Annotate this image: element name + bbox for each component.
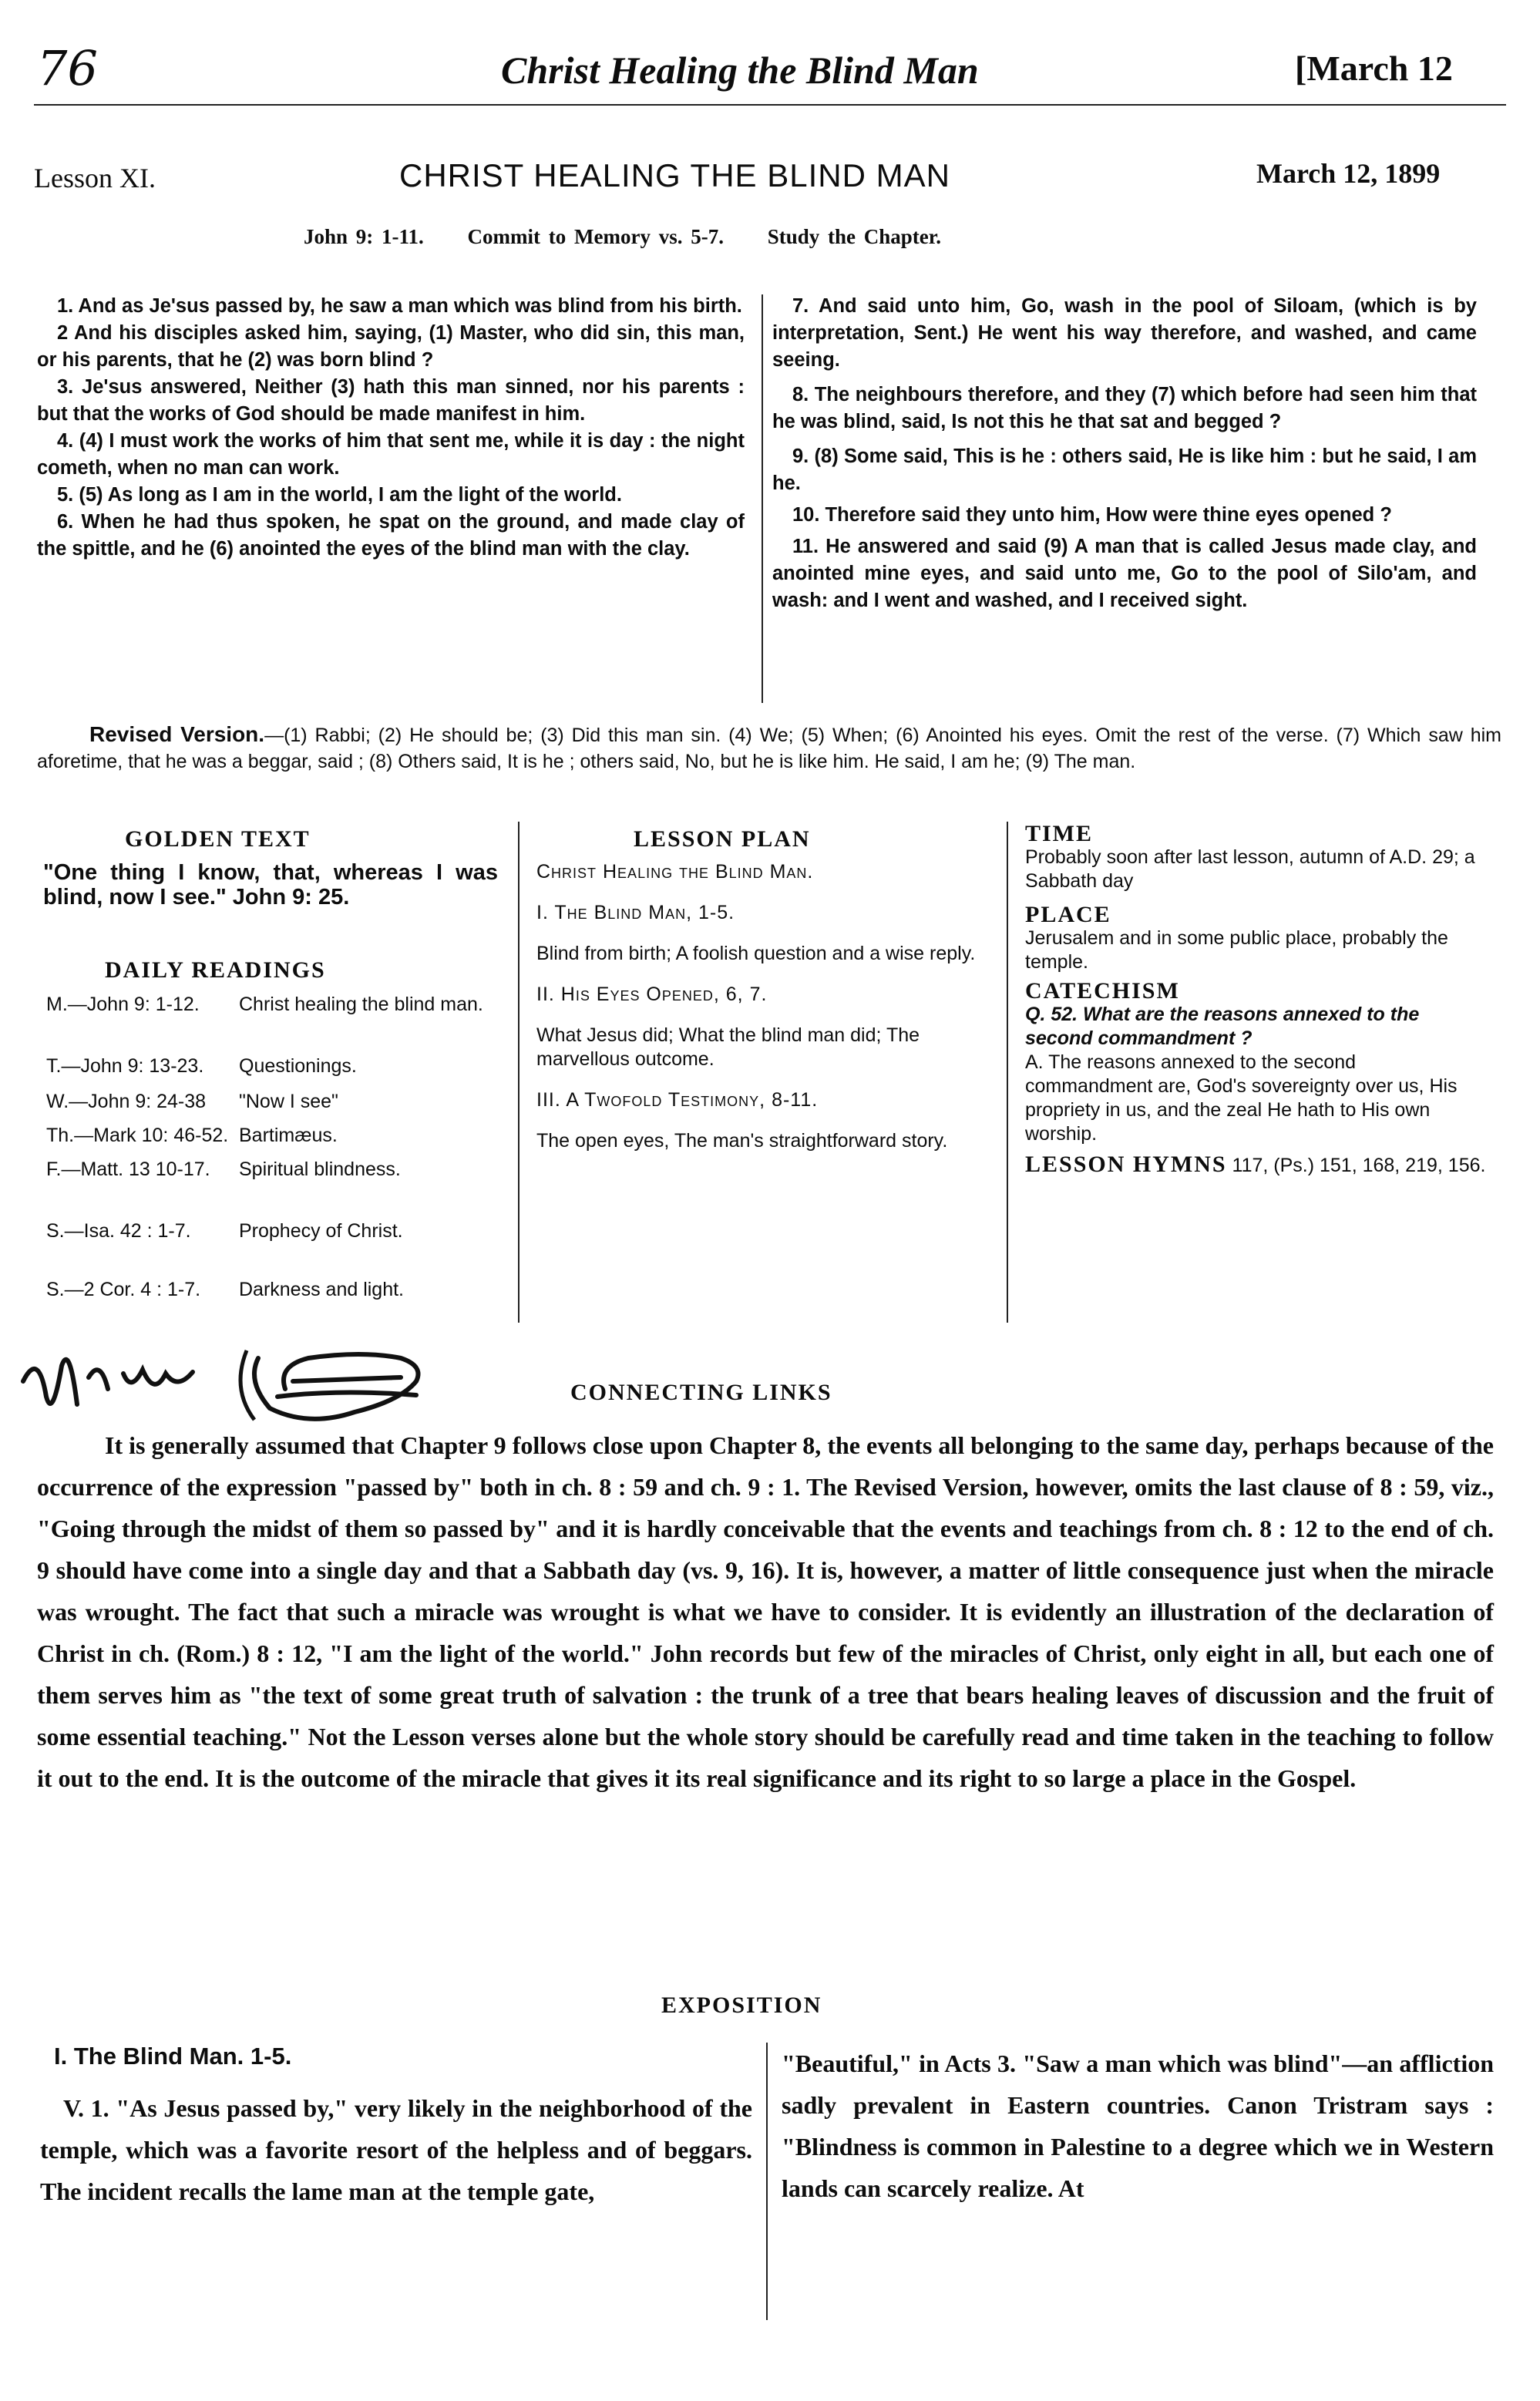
connecting-links-text: It is generally assumed that Chapter 9 follows close upon Chapter 8, the events all belonging to the same day, perhaps because of the occurrence of the expression "passed by" both in ch. 8 : 59 and ch. 9 : 1. The Revised Version, however, omits the last clause of 8 : 59, viz., "Going through the midst of them so passed by" and it is hardly conceivable that the events and teachings from ch. 8 : 12 to the end of ch. 9 should have come into a single day and that a Sabbath day (vs. 9, 16). It is, however, a matter of little consequence just when the miracle was wrought. The fact that such a miracle was wrought is what we have to consider. It is evidently an illustration of the declaration of Christ in ch. (Rom.) 8 : 12, "I am the light of the world." John records but few of the miracles of Christ, only eight in all, but each one of them serves him as "the text of some great truth of salvation : the trunk of a tree that bears healing leaves of discussion and the fruit of some essential teaching." Not the Lesson verses alone but the whole story should be carefully read and time taken in the teaching to follow it out to the end. It is the outcome of the miracle that gives it its real significance and its right to so large a place in the Gospel. — [37, 1431, 1494, 1792]
lesson-plan-heading: LESSON PLAN — [634, 826, 811, 852]
reading-ref: Th.—Mark 10: 46-52. — [46, 1125, 229, 1146]
verse: 11. He answered and said (9) A man that is called Jesus made clay, and anointed mine eyes, and said unto me, Go to the pool of Silo'am, and wash: and I went and washed, and I received sight. — [772, 536, 1477, 611]
reading-topic: Questionings. — [239, 1055, 357, 1077]
info-column — [1025, 822, 1488, 1178]
reading-ref: W.—John 9: 24-38 — [46, 1091, 207, 1112]
plan-section-text: Blind from birth; A foolish question and a wise reply. — [536, 943, 976, 964]
time-heading: TIME — [1025, 821, 1094, 846]
connecting-links-heading: CONNECTING LINKS — [570, 1380, 832, 1405]
reading-topic: Spiritual blindness. — [239, 1158, 401, 1180]
lesson-hymns-heading: LESSON HYMNS — [1025, 1152, 1227, 1177]
place-text: Jerusalem and in some public place, probably the temple. — [1025, 927, 1448, 973]
verses-right-column — [772, 293, 1477, 614]
reading-topic: Christ healing the blind man. — [239, 994, 483, 1015]
revised-version-note — [37, 721, 1501, 775]
scripture-passage: John 9: 1-11. — [304, 225, 424, 248]
reading-topic: Darkness and light. — [239, 1279, 405, 1300]
plan-section-text: What Jesus did; What the blind man did; The marvellous outcome. — [536, 1024, 920, 1070]
catechism-heading: CATECHISM — [1025, 978, 1180, 1004]
reading-ref: M.—John 9: 1-12. — [46, 994, 200, 1015]
lesson-title: CHRIST HEALING THE BLIND MAN — [399, 157, 950, 193]
reading-topic: Prophecy of Christ. — [239, 1220, 403, 1242]
revised-version-label: Revised Version. — [89, 722, 265, 746]
memory-verses: Commit to Memory vs. 5-7. — [467, 225, 724, 248]
lesson-plan-title: Christ Healing the Blind Man. — [536, 861, 814, 883]
plan-section-heading: II. His Eyes Opened, 6, 7. — [536, 984, 768, 1005]
place-heading: PLACE — [1025, 902, 1111, 927]
catechism-question: Q. 52. What are the reasons annexed to the second commandment ? — [1025, 1004, 1420, 1049]
reading-ref: F.—Matt. 13 10-17. — [46, 1158, 210, 1180]
time-text: Probably soon after last lesson, autumn of A.D. 29; a Sabbath day — [1025, 846, 1475, 892]
verse: 2 And his disciples asked him, saying, (1) Master, who did sin, this man, or his parents, that he (2) was born blind ? — [37, 322, 745, 371]
reading-ref: S.—Isa. 42 : 1-7. — [46, 1220, 191, 1242]
revised-version-text: —(1) Rabbi; (2) He should be; (3) Did this man sin. (4) We; (5) When; (6) Anointed his eyes. Omit the rest of the verse. (7) Which saw him aforetime, that he was a beggar, said ; (8) Others said, It is he ; others said, No, but he is like him. He said, I am he; (9) The man. — [37, 725, 1501, 772]
verse-column-divider — [762, 294, 763, 703]
column-divider-2 — [1007, 822, 1008, 1323]
verse: 3. Je'sus answered, Neither (3) hath this man sinned, nor his parents : but that the works of God should be made manifest in him. — [37, 376, 745, 425]
daily-readings — [46, 993, 501, 1347]
scripture-line — [304, 225, 977, 249]
catechism-answer: A. The reasons annexed to the second commandment are, God's sovereignty over us, His propriety in us, and the zeal He hath to His own worship. — [1025, 1051, 1458, 1145]
lesson-number: Lesson XI. — [34, 163, 156, 193]
verse: 4. (4) I must work the works of him that sent me, while it is day : the night cometh, when no man can work. — [37, 430, 745, 479]
daily-readings-heading: DAILY READINGS — [105, 957, 326, 983]
reading-ref: T.—John 9: 13-23. — [46, 1055, 204, 1077]
running-date: [March 12 — [1295, 49, 1453, 88]
exposition-left-text: V. 1. "As Jesus passed by," very likely in the neighborhood of the temple, which was a favorite resort of the helpless and of beggars. The incident recalls the lame man at the temple gate, — [40, 2094, 752, 2205]
verse: 8. The neighbours therefore, and they (7) which before had seen him that he was blind, said, Is not this he that sat and begged ? — [772, 384, 1477, 432]
exposition-right-text: "Beautiful," in Acts 3. "Saw a man which was blind"—an affliction sadly prevalent in Eastern countries. Canon Tristram says : "Blindness is common in Palestine to a degree which we in Western lands can scarcely realize. At — [782, 2050, 1494, 2202]
column-divider-1 — [518, 822, 519, 1323]
lesson-plan — [536, 860, 991, 1153]
lesson-date: March 12, 1899 — [1256, 158, 1441, 189]
verse: 9. (8) Some said, This is he : others said, He is like him : but he said, I am he. — [772, 446, 1477, 494]
reading-ref: S.—2 Cor. 4 : 1-7. — [46, 1279, 201, 1300]
exposition-column-divider — [766, 2043, 768, 2320]
verse: 6. When he had thus spoken, he spat on the ground, and made clay of the spittle, and he (6) anointed the eyes of the blind man with the clay. — [37, 511, 745, 560]
plan-section-heading: III. A Twofold Testimony, 8-11. — [536, 1089, 819, 1111]
plan-section-text: The open eyes, The man's straightforward story. — [536, 1130, 948, 1152]
verse: 1. And as Je'sus passed by, he saw a man which was blind from his birth. — [57, 295, 742, 317]
golden-text: "One thing I know, that, whereas I was blind, now I see." John 9: 25. — [43, 860, 498, 910]
page-number: 76 — [37, 40, 98, 96]
running-title: Christ Healing the Blind Man — [501, 49, 979, 92]
verse: 5. (5) As long as I am in the world, I am the light of the world. — [57, 484, 622, 506]
exposition-heading: EXPOSITION — [661, 1992, 822, 2018]
reading-topic: "Now I see" — [239, 1091, 338, 1112]
study-note: Study the Chapter. — [767, 225, 941, 248]
lesson-hymns-numbers: 117, (Ps.) 151, 168, 219, 156. — [1232, 1155, 1486, 1176]
reading-topic: Bartimæus. — [239, 1125, 338, 1146]
verses-left-column — [37, 293, 745, 563]
verse: 7. And said unto him, Go, wash in the pool of Siloam, (which is by interpretation, Sent.) He went his way therefore, and washed, and came seeing. — [772, 295, 1477, 371]
verse: 10. Therefore said they unto him, How were thine eyes opened ? — [792, 504, 1392, 526]
plan-section-heading: I. The Blind Man, 1-5. — [536, 902, 735, 923]
header-rule — [34, 104, 1506, 106]
exposition-section-heading: I. The Blind Man. 1-5. — [54, 2043, 292, 2070]
golden-text-heading: GOLDEN TEXT — [125, 826, 311, 852]
